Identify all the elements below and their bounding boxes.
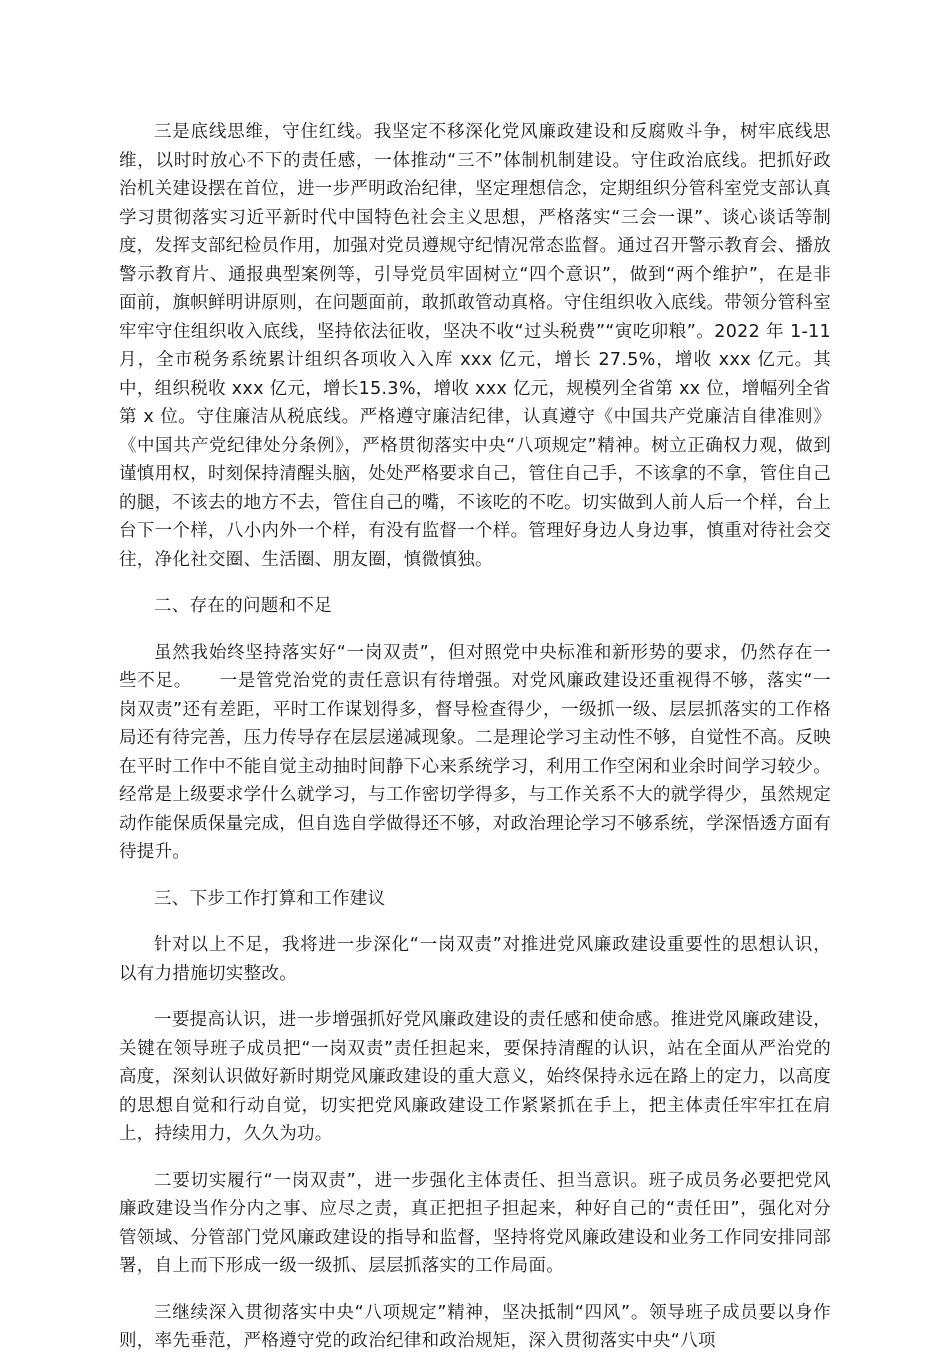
paragraph-fulfill-duties <box>119 1167 831 1281</box>
section-heading-next-steps: 三、下步工作打算和工作建议 <box>154 888 386 909</box>
paragraph-eight-regulations <box>119 1299 831 1356</box>
paragraph-eight-regulations-lead: 三继续深入贯彻落实中央 <box>154 1302 355 1323</box>
document-page <box>119 118 831 1356</box>
paragraph-eight-regulations-mid: 精神，坚决抵制 <box>446 1302 575 1323</box>
paragraph-fulfill-duties-body: ，进一步强化主体责任、担当意识。班子成员务必要把党风廉政建设当作分内之事、应尽之责，真正把担子担起来，种好自己的“责任田”，强化对分管领域、分管部门党风廉政建设的指导和监督，坚持将党风廉政建设和业务工作同安排同部署，自上而下形成一级一级抓、层层抓落实的工作局面。 <box>119 1170 831 1276</box>
paragraph-fulfill-duties-lead: 二要切实履行 <box>154 1170 264 1191</box>
section-heading-problems: 二、存在的问题和不足 <box>154 596 332 616</box>
paragraph-fulfill-duties-quote: “一岗双责” <box>263 1170 356 1191</box>
paragraph-raise-awareness: 一要提高认识，进一步增强抓好党风廉政建设的责任感和使命感。推进党风廉政建设，关键在领导班子成员把“一岗双责”责任担起来，要保持清醒的认识，站在全面从严治党的高度，深刻认识做好新时期党风廉政建设的重大意义，始终保持永远在路上的定力，以高度的思想自觉和行动自觉，切实把党风廉政建设工作紧紧抓在手上，把主体责任牢牢扛在肩上，持续用力，久久为功。 <box>119 1010 831 1144</box>
paragraph-eight-regulations-quote2: “四风” <box>574 1302 631 1323</box>
paragraph-rectification-intro: 针对以上不足，我将进一步深化“一岗双责”对推进党风廉政建设重要性的思想认识，以有力措施切实整改。 <box>119 935 831 984</box>
paragraph-eight-regulations-quote: “八项规定” <box>354 1302 447 1323</box>
paragraph-problems: 虽然我始终坚持落实好“一岗双责”，但对照党中央标准和新形势的要求，仍然存在一些不足。 一是管党治党的责任意识有待增强。对党风廉政建设还重视得不够，落实“一岗双责”还有差距，平时工作谋划得多，督导检查得少，一级抓一级、层层抓落实的工作格局还有待完善，压力传导存在层层递减现象。二是理论学习主动性不够，自觉性不高。反映在平时工作中不能自觉主动抽时间静下心来系统学习，利用工作空闲和业余时间学习较少。经常是上级要求学什么就学习，与工作密切学得多，与工作关系不大的就学得少，虽然规定动作能保质保量完成，但自选自学做得还不够，对政治理论学习不够系统，学深悟透方面有待提升。 <box>119 642 831 862</box>
paragraph-eight-regulations-body: 。领导班子成员要以身作则，率先垂范，严格遵守党的政治纪律和政治规矩，深入贯彻落实中央“八项 <box>119 1302 831 1351</box>
paragraph-bottom-line-thinking: 三是底线思维，守住红线。我坚定不移深化党风廉政建设和反腐败斗争，树牢底线思维，以时时放心不下的责任感，一体推动“三不”体制机制建设。守住政治底线。把抓好政治机关建设摆在首位，进一步严明政治纪律，坚定理想信念，定期组织分管科室党支部认真学习贯彻落实习近平新时代中国特色社会主义思想，严格落实“三会一课”、谈心谈话等制度，发挥支部纪检员作用，加强对党员遵规守纪情况常态监督。通过召开警示教育会、播放警示教育片、通报典型案例等，引导党员牢固树立“四个意识”，做到“两个维护”，在是非面前，旗帜鲜明讲原则，在问题面前，敢抓敢管动真格。守住组织收入底线。带领分管科室牢牢守住组织收入底线，坚持依法征收，坚决不收“过头税费”“寅吃卯粮”。2022 年 1-11 月，全市税务系统累计组织各项收入入库 xxx 亿元，增长 27.5%，增收 xxx 亿元。其中，组织税收 xxx 亿元，增长15.3%，增收 xxx 亿元，规模列全省第 xx 位，增幅列全省第 x 位。守住廉洁从税底线。严格遵守廉洁纪律，认真遵守《中国共产党廉洁自律准则》《中国共产党纪律处分条例》，严格贯彻落实中央“八项规定”精神。树立正确权力观，做到谨慎用权，时刻保持清醒头脑，处处严格要求自己，管住自己手，不该拿的不拿，管住自己的腿，不该去的地方不去，管住自己的嘴，不该吃的不吃。切实做到人前人后一个样，台上台下一个样，八小内外一个样，有没有监督一个样。管理好身边人身边事，慎重对待社会交往，净化社交圈、生活圈、朋友圈，慎微慎独。 <box>119 122 831 570</box>
